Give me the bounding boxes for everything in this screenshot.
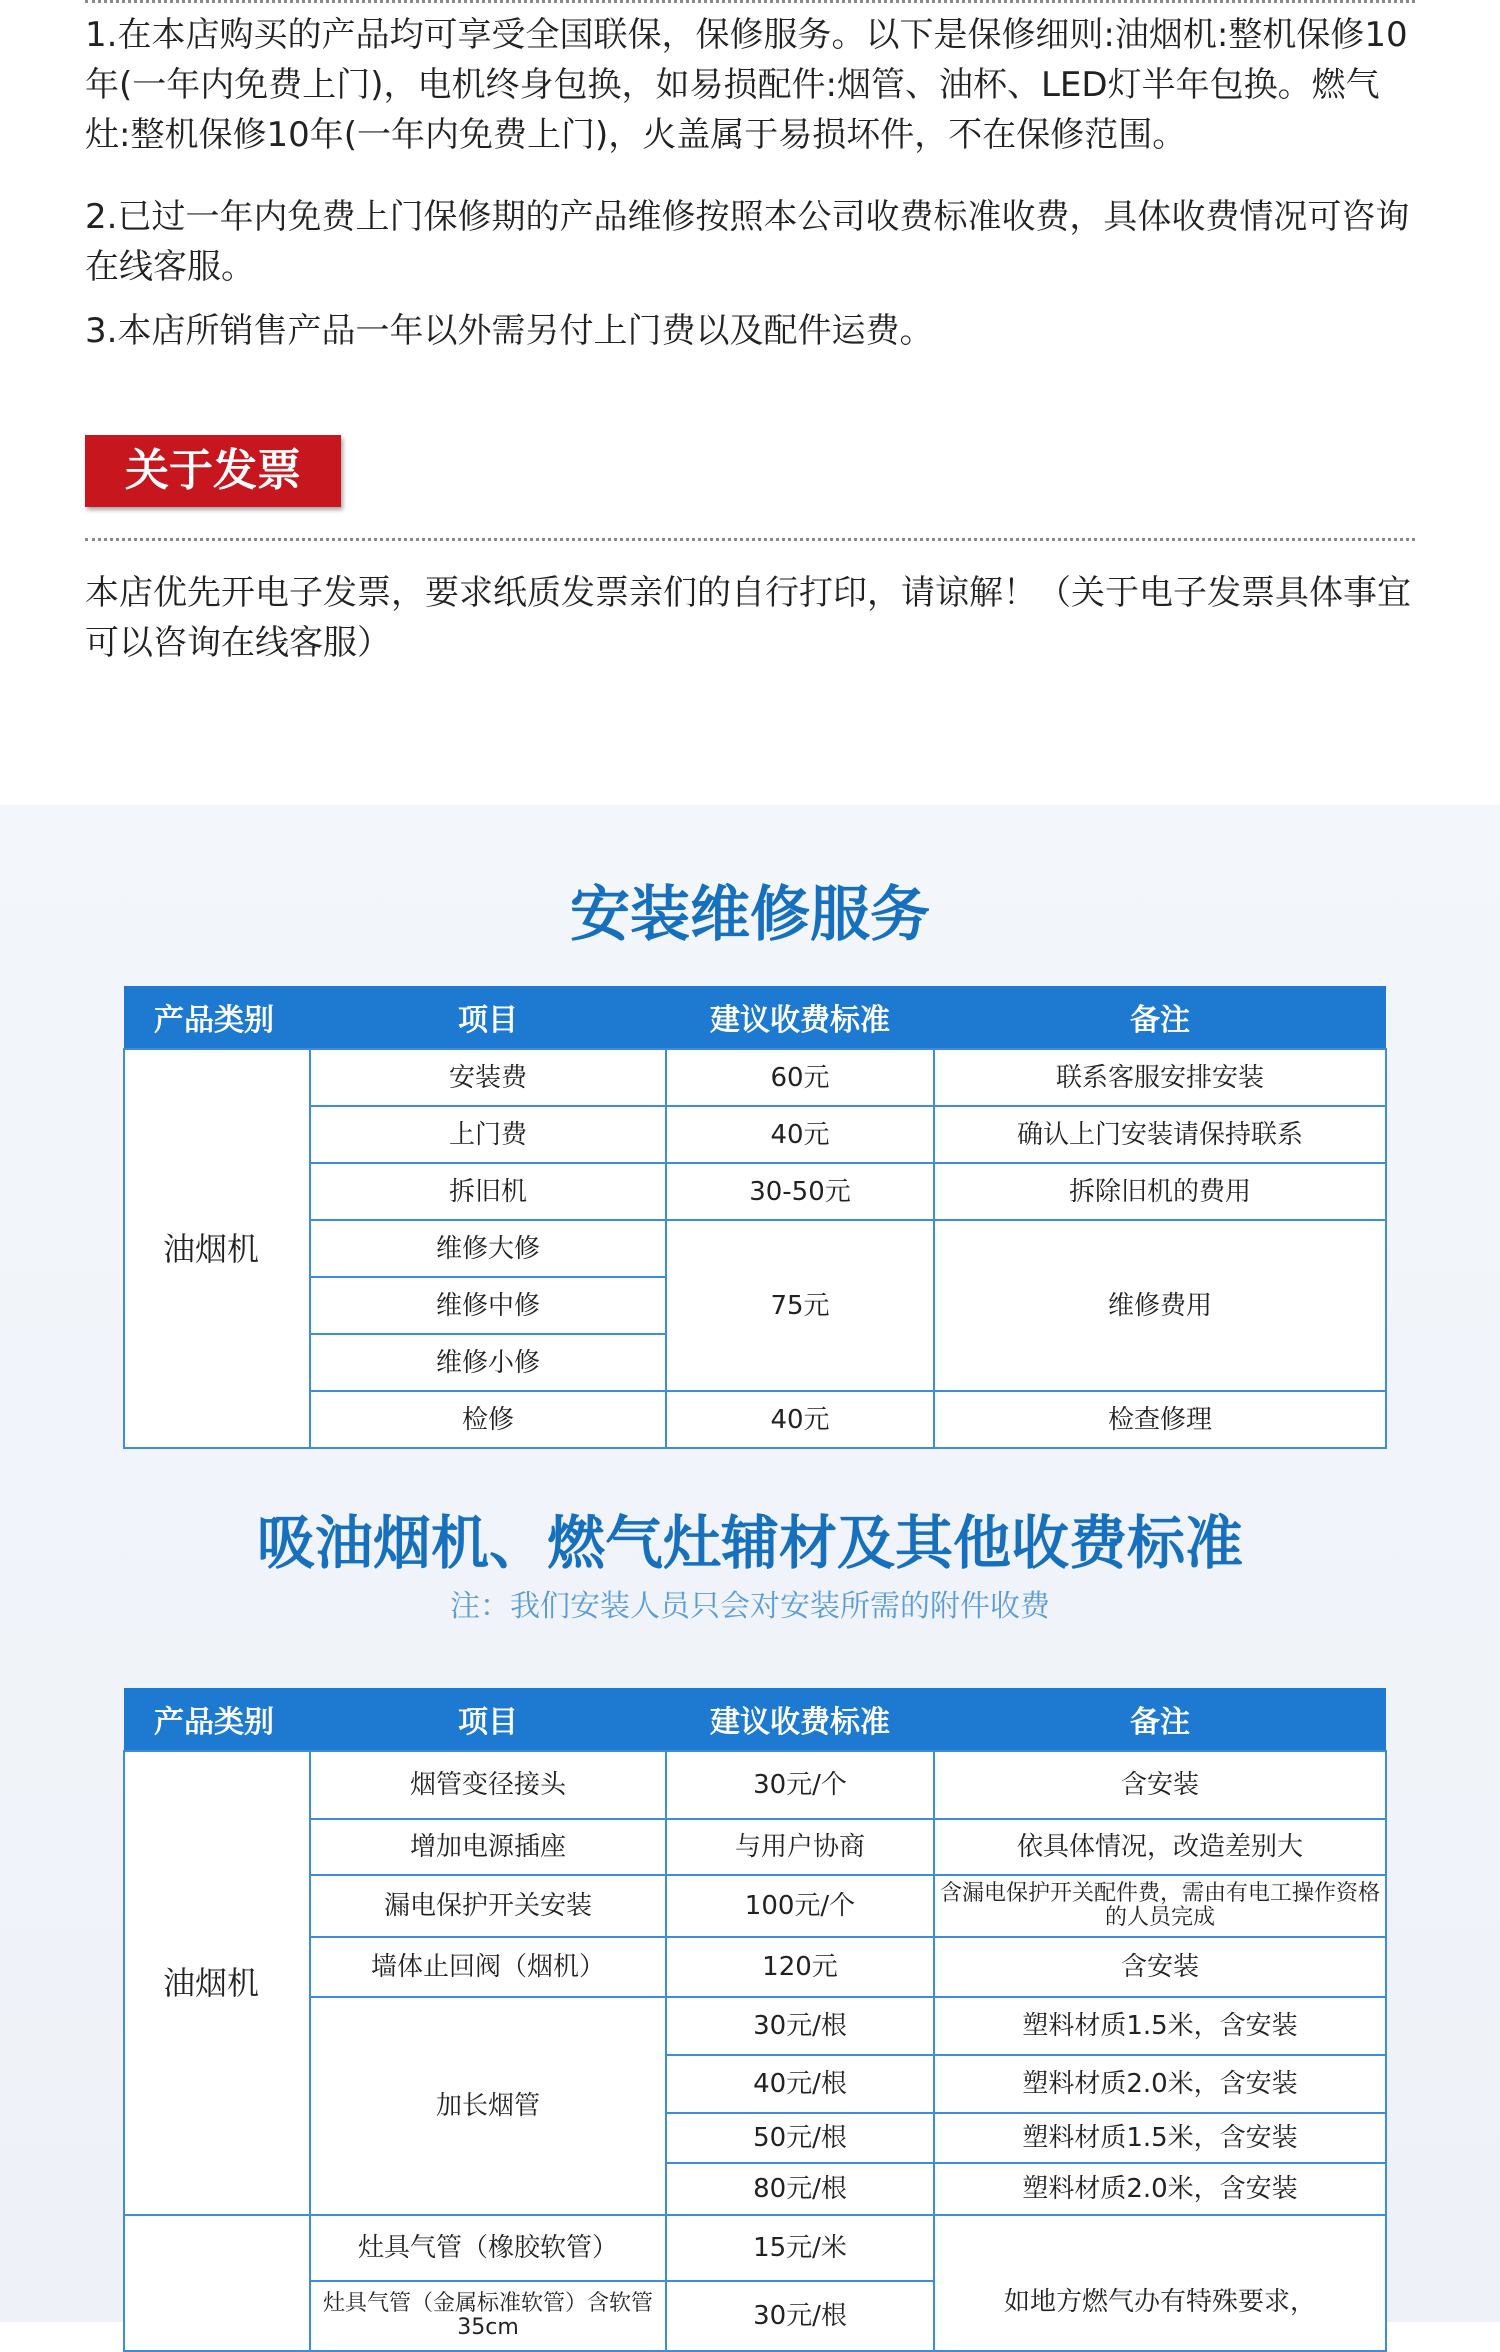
header-category: 产品类别 xyxy=(124,986,310,1049)
note-cell: 含漏电保护开关配件费，需由有电工操作资格的人员完成 xyxy=(934,1875,1386,1937)
accessory-fee-table xyxy=(123,1688,1387,2352)
note-cell: 依具体情况，改造差别大 xyxy=(934,1819,1386,1875)
fee-cell: 30-50元 xyxy=(666,1163,934,1220)
note-cell: 拆除旧机的费用 xyxy=(934,1163,1386,1220)
item-cell: 增加电源插座 xyxy=(310,1819,666,1875)
header-item: 项目 xyxy=(310,986,666,1049)
table-row xyxy=(124,1751,1386,1819)
invoice-badge: 关于发票 xyxy=(85,435,341,507)
item-cell: 安装费 xyxy=(310,1049,666,1106)
fee-cell: 75元 xyxy=(666,1220,934,1391)
table-header-row xyxy=(124,1688,1386,1751)
fee-cell: 100元/个 xyxy=(666,1875,934,1937)
install-title: 安装维修服务 xyxy=(570,880,930,950)
note-cell: 如地方燃气办有特殊要求， xyxy=(934,2215,1386,2351)
table-row xyxy=(124,1875,1386,1937)
item-cell: 灶具气管（金属标准软管）含软管35cm xyxy=(310,2281,666,2351)
table-header-row xyxy=(124,986,1386,1049)
header-category: 产品类别 xyxy=(124,1688,310,1751)
table-row xyxy=(124,1819,1386,1875)
category-cell: 油烟机 xyxy=(124,1751,310,2215)
note-cell: 检查修理 xyxy=(934,1391,1386,1448)
fee-cell: 15元/米 xyxy=(666,2215,934,2281)
accessory-note: 注：我们安装人员只会对安装所需的附件收费 xyxy=(450,1589,1050,1624)
note-cell: 含安装 xyxy=(934,1751,1386,1819)
note-cell: 含安装 xyxy=(934,1937,1386,1997)
fee-section xyxy=(0,805,1500,2340)
fee-cell: 30元/根 xyxy=(666,2281,934,2351)
note-cell: 塑料材质1.5米，含安装 xyxy=(934,1997,1386,2055)
category-cell: 油烟机 xyxy=(124,1049,310,1448)
table-row xyxy=(124,1049,1386,1106)
fee-cell: 120元 xyxy=(666,1937,934,1997)
header-note: 备注 xyxy=(934,1688,1386,1751)
note-cell: 确认上门安装请保持联系 xyxy=(934,1106,1386,1163)
item-cell: 维修中修 xyxy=(310,1277,666,1334)
item-cell: 维修小修 xyxy=(310,1334,666,1391)
table-row xyxy=(124,1163,1386,1220)
table-row xyxy=(124,1997,1386,2055)
accessory-title: 吸油烟机、燃气灶辅材及其他收费标准 xyxy=(256,1509,1243,1577)
fee-cell: 60元 xyxy=(666,1049,934,1106)
item-cell: 拆旧机 xyxy=(310,1163,666,1220)
header-fee: 建议收费标准 xyxy=(666,986,934,1049)
item-cell: 上门费 xyxy=(310,1106,666,1163)
dotted-divider xyxy=(85,0,1415,3)
item-cell: 加长烟管 xyxy=(310,1997,666,2215)
header-note: 备注 xyxy=(934,986,1386,1049)
fee-cell: 40元/根 xyxy=(666,2055,934,2113)
item-cell: 漏电保护开关安装 xyxy=(310,1875,666,1937)
table-row xyxy=(124,1106,1386,1163)
header-fee: 建议收费标准 xyxy=(666,1688,934,1751)
fee-cell: 40元 xyxy=(666,1106,934,1163)
warranty-section xyxy=(0,0,1500,800)
install-fee-table xyxy=(123,986,1387,1449)
table-row xyxy=(124,1937,1386,1997)
item-cell: 烟管变径接头 xyxy=(310,1751,666,1819)
fee-cell: 30元/根 xyxy=(666,1997,934,2055)
fee-cell: 80元/根 xyxy=(666,2163,934,2215)
fee-cell: 30元/个 xyxy=(666,1751,934,1819)
fee-cell: 40元 xyxy=(666,1391,934,1448)
table-row xyxy=(124,2215,1386,2281)
fee-cell: 与用户协商 xyxy=(666,1819,934,1875)
note-cell: 塑料材质1.5米，含安装 xyxy=(934,2113,1386,2163)
note-cell: 塑料材质2.0米，含安装 xyxy=(934,2163,1386,2215)
invoice-text: 本店优先开电子发票，要求纸质发票亲们的自行打印，请谅解！（关于电子发票具体事宜可以咨询在线客服） xyxy=(85,573,1411,663)
item-cell: 检修 xyxy=(310,1391,666,1448)
item-cell: 维修大修 xyxy=(310,1220,666,1277)
note-cell: 联系客服安排安装 xyxy=(934,1049,1386,1106)
warranty-paragraph-2: 2.已过一年内免费上门保修期的产品维修按照本公司收费标准收费，具体收费情况可咨询在线客服。 xyxy=(85,197,1410,287)
fee-cell: 50元/根 xyxy=(666,2113,934,2163)
table-row xyxy=(124,1391,1386,1448)
header-item: 项目 xyxy=(310,1688,666,1751)
item-cell: 灶具气管（橡胶软管） xyxy=(310,2215,666,2281)
item-cell: 墙体止回阀（烟机） xyxy=(310,1937,666,1997)
note-cell: 维修费用 xyxy=(934,1220,1386,1391)
note-cell: 塑料材质2.0米，含安装 xyxy=(934,2055,1386,2113)
warranty-paragraph-1: 1.在本店购买的产品均可享受全国联保，保修服务。以下是保修细则:油烟机:整机保修10年(一年内免费上门)，电机终身包换，如易损配件:烟管、油杯、LED灯半年包换。燃气灶:整机保修10年(一年内免费上门)，火盖属于易损坏件，不在保修范围。 xyxy=(85,15,1408,155)
table-row xyxy=(124,1220,1386,1277)
dotted-divider xyxy=(85,538,1415,541)
warranty-paragraph-3: 3.本店所销售产品一年以外需另付上门费以及配件运费。 xyxy=(85,311,934,351)
category-cell-stove xyxy=(124,2215,310,2351)
